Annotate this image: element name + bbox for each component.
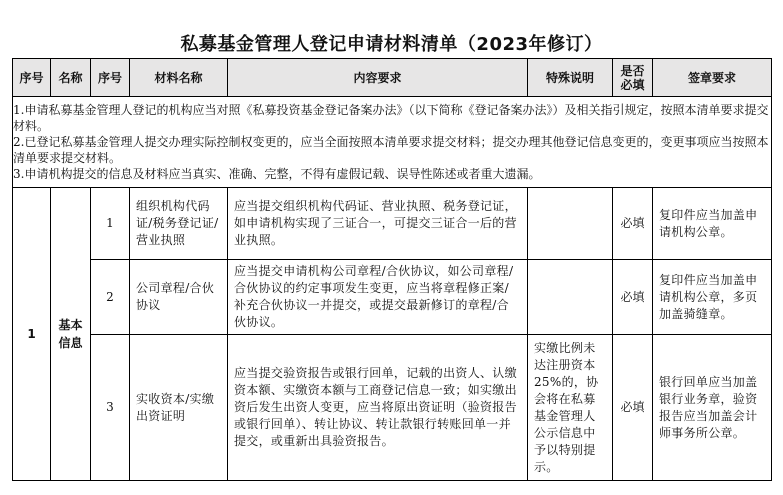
row-seq: 1 xyxy=(91,188,130,260)
header-seq2: 序号 xyxy=(91,59,130,97)
table-row xyxy=(13,188,772,260)
row-required: 必填 xyxy=(613,335,653,481)
section-name xyxy=(51,188,91,481)
header-sign: 签章要求 xyxy=(653,59,772,97)
notes-cell xyxy=(13,97,772,188)
row-material: 公司章程/合伙协议 xyxy=(130,260,228,335)
header-required-line2: 必填 xyxy=(620,77,645,92)
section-name-line1: 基本 xyxy=(58,318,83,332)
document-title: 私募基金管理人登记申请材料清单（2023年修订） xyxy=(180,34,603,55)
materials-table xyxy=(12,58,772,481)
section-seq: 1 xyxy=(13,188,51,481)
row-seq: 2 xyxy=(91,260,130,335)
row-content: 应当提交验资报告或银行回单，记载的出资人、认缴资本额、实缴资本额与工商登记信息一致；如实缴出资后发生出资人变更，应当将原出资证明（验资报告或银行回单）、转让协议、转让款银行转账回单一并提交，或重新出具验资报告。 xyxy=(228,335,528,481)
row-sign: 复印件应当加盖申请机构公章。 xyxy=(653,188,772,260)
header-seq: 序号 xyxy=(13,59,51,97)
header-special: 特殊说明 xyxy=(528,59,613,97)
row-seq: 3 xyxy=(91,335,130,481)
header-required xyxy=(613,59,653,97)
row-content: 应当提交申请机构公司章程/合伙协议，如公司章程/合伙协议的约定事项发生变更，应当将章程修正案/补充合伙协议一并提交，或提交最新修订的章程/合伙协议。 xyxy=(228,260,528,335)
note-item: 2.已登记私募基金管理人提交办理实际控制权变更的，应当全面按照本清单要求提交材料；提交办理其他登记信息变更的，变更事项应当按照本清单要求提交材料。 xyxy=(13,135,769,165)
header-required-line1: 是否 xyxy=(620,63,645,78)
row-sign: 银行回单应当加盖银行业务章，验资报告应当加盖会计师事务所公章。 xyxy=(653,335,772,481)
note-item: 3.申请机构提交的信息及材料应当真实、准确、完整，不得有虚假记载、误导性陈述或者重大遗漏。 xyxy=(13,167,541,181)
notes-row xyxy=(13,97,772,188)
header-material: 材料名称 xyxy=(130,59,228,97)
section-name-line2: 信息 xyxy=(58,336,83,350)
row-sign: 复印件应当加盖申请机构公章，多页加盖骑缝章。 xyxy=(653,260,772,335)
table-row xyxy=(13,260,772,335)
row-material: 实收资本/实缴出资证明 xyxy=(130,335,228,481)
note-item: 1.申请私募基金管理人登记的机构应当对照《私募投资基金登记备案办法》（以下简称《登记备案办法》）及相关指引规定，按照本清单要求提交材料。 xyxy=(13,103,769,133)
row-required: 必填 xyxy=(613,260,653,335)
row-special: 实缴比例未达注册资本25%的，协会将在私募基金管理人公示信息中予以特别提示。 xyxy=(528,335,613,481)
table-header-row xyxy=(13,59,772,97)
row-required: 必填 xyxy=(613,188,653,260)
row-special xyxy=(528,260,613,335)
row-special xyxy=(528,188,613,260)
row-material: 组织机构代码证/税务登记证/营业执照 xyxy=(130,188,228,260)
header-name: 名称 xyxy=(51,59,91,97)
header-content: 内容要求 xyxy=(228,59,528,97)
table-row xyxy=(13,335,772,481)
row-content: 应当提交组织机构代码证、营业执照、税务登记证，如申请机构实现了三证合一，可提交三证合一后的营业执照。 xyxy=(228,188,528,260)
